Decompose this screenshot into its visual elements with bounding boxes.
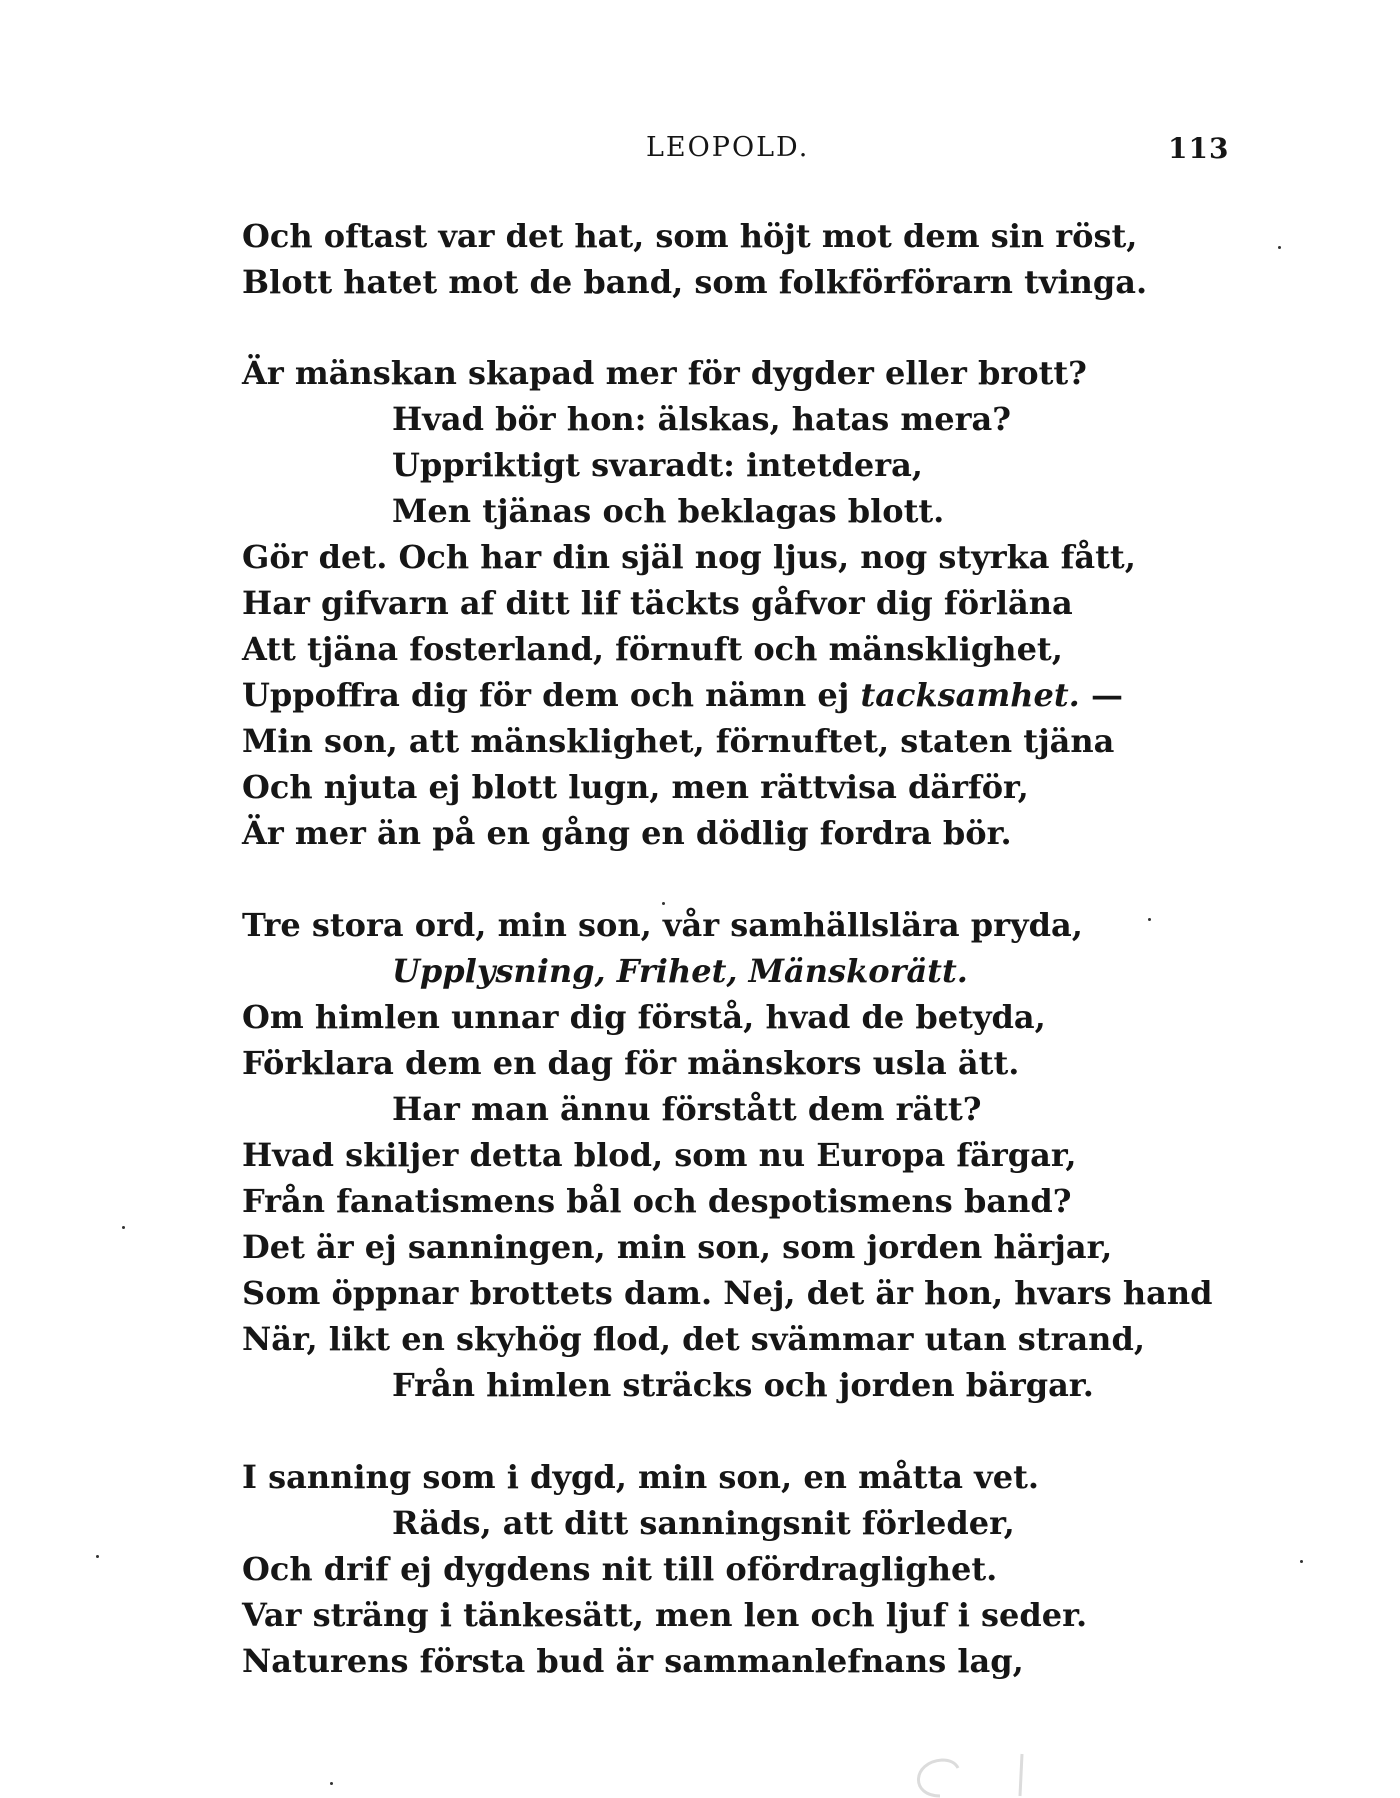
speck bbox=[122, 1226, 125, 1229]
poem-line: Var sträng i tänkesätt, men len och ljuf i seder. bbox=[242, 1596, 1088, 1634]
poem-line-italic: tacksamhet. bbox=[860, 676, 1080, 714]
speck bbox=[662, 902, 665, 905]
speck bbox=[1300, 1560, 1303, 1563]
speck bbox=[1278, 246, 1281, 249]
page-header bbox=[0, 132, 1400, 172]
poem-line: Och njuta ej blott lugn, men rättvisa därför, bbox=[242, 768, 1029, 806]
poem-line: Som öppnar brottets dam. Nej, det är hon, hvars hand bbox=[242, 1274, 1213, 1312]
watermark-logo bbox=[900, 1748, 1080, 1798]
poem-line: Förklara dem en dag för mänskors usla ätt. bbox=[242, 1044, 1020, 1082]
poem-line: Blott hatet mot de band, som folkförförarn tvinga. bbox=[242, 263, 1148, 301]
poem-line: I sanning som i dygd, min son, en måtta vet. bbox=[242, 1458, 1039, 1496]
poem-line: Har man ännu förstått dem rätt? bbox=[392, 1090, 982, 1128]
poem-line-text: Uppoffra dig för dem och nämn ej bbox=[242, 676, 850, 714]
speck bbox=[96, 1555, 99, 1558]
poem-line: Uppriktigt svaradt: intetdera, bbox=[392, 446, 923, 484]
running-head: LEOPOLD. bbox=[646, 132, 810, 163]
poem-line: Hvad skiljer detta blod, som nu Europa färgar, bbox=[242, 1136, 1077, 1174]
poem-line: Gör det. Och har din själ nog ljus, nog styrka fått, bbox=[242, 538, 1136, 576]
speck bbox=[1148, 918, 1151, 921]
poem-line: Tre stora ord, min son, vår samhällslära pryda, bbox=[242, 906, 1083, 944]
poem-line: Är mer än på en gång en dödlig fordra bör. bbox=[242, 814, 1012, 852]
poem-line bbox=[242, 675, 1123, 715]
poem-line: Har gifvarn af ditt lif täckts gåfvor dig förläna bbox=[242, 584, 1073, 622]
poem-line: Men tjänas och beklagas blott. bbox=[392, 492, 945, 530]
poem-line: Hvad bör hon: älskas, hatas mera? bbox=[392, 400, 1011, 438]
poem-line: Om himlen unnar dig förstå, hvad de betyda, bbox=[242, 998, 1046, 1036]
poem-line: Är mänskan skapad mer för dygder eller brott? bbox=[242, 354, 1087, 392]
speck bbox=[330, 1782, 333, 1785]
poem-line: Min son, att mänsklighet, förnuftet, staten tjäna bbox=[242, 722, 1115, 760]
poem-line: Och oftast var det hat, som höjt mot dem sin röst, bbox=[242, 217, 1138, 255]
poem-line: När, likt en skyhög flod, det svämmar utan strand, bbox=[242, 1320, 1145, 1358]
poem-line: Från fanatismens bål och despotismens band? bbox=[242, 1182, 1072, 1220]
poem-line: Att tjäna fosterland, förnuft och mänsklighet, bbox=[242, 630, 1063, 668]
poem-line: Naturens första bud är sammanlefnans lag, bbox=[242, 1642, 1024, 1680]
page-number: 113 bbox=[1168, 132, 1230, 165]
poem-line: Och drif ej dygdens nit till ofördraglighet. bbox=[242, 1550, 998, 1588]
poem-line: Det är ej sanningen, min son, som jorden härjar, bbox=[242, 1228, 1113, 1266]
poem-line: Från himlen sträcks och jorden bärgar. bbox=[392, 1366, 1094, 1404]
poem-line: Räds, att ditt sanningsnit förleder, bbox=[392, 1504, 1015, 1542]
poem-line: Upplysning, Frihet, Mänskorätt. bbox=[392, 952, 968, 990]
poem-line-dash: — bbox=[1079, 676, 1123, 714]
